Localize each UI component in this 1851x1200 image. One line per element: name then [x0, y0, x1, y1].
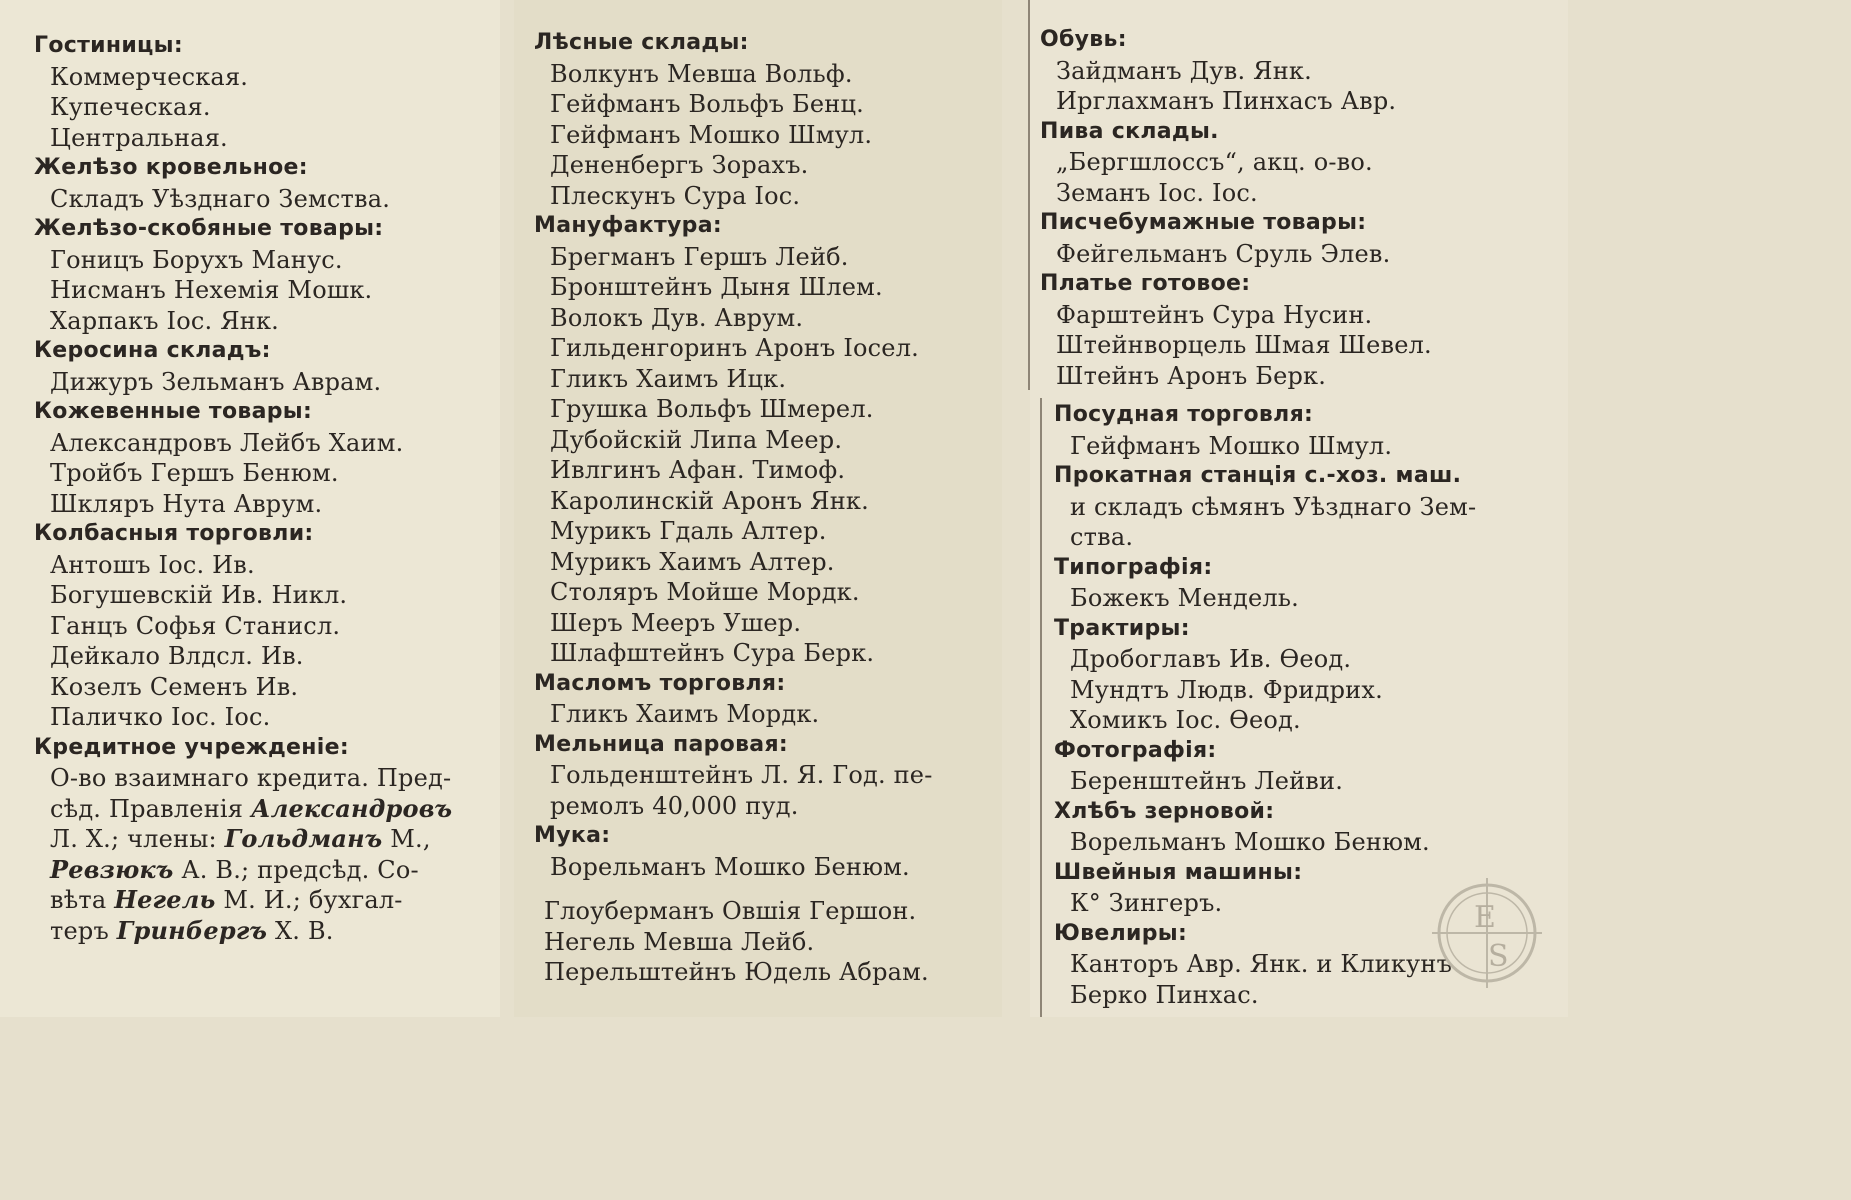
- directory-entry: Бронштейнъ Дыня Шлем.: [550, 273, 883, 301]
- directory-entry: Ганцъ Софья Станисл.: [50, 611, 341, 640]
- category-heading: Кожевенные товары:: [34, 399, 313, 424]
- directory-entry: Волкунъ Мевша Вольф.: [550, 59, 853, 88]
- watermark-stamp-graphic: [1432, 878, 1542, 988]
- directory-entry: Антошъ Іос. Ив.: [50, 550, 255, 579]
- directory-entry: Шеръ Мееръ Ушер.: [550, 608, 802, 637]
- directory-entry: Александровъ Лейбъ Хаим.: [50, 428, 404, 457]
- directory-entry: Фейгельманъ Сруль Элев.: [1056, 239, 1391, 268]
- category-heading: Кредитное учрежденіе:: [34, 734, 349, 760]
- directory-entry: Дробоглавъ Ив. Ѳеод.: [1070, 645, 1352, 673]
- credit-text: А. В.; предсѣд. Со-: [173, 855, 419, 884]
- directory-entry: Складъ Уѣзднаго Земства.: [50, 184, 391, 213]
- directory-entry: Гейфманъ Мошко Шмул.: [1070, 431, 1393, 460]
- directory-entry: Гейфманъ Вольфъ Бенц.: [550, 90, 864, 118]
- column-2: [534, 28, 1004, 988]
- directory-entry: Каролинскій Аронъ Янк.: [550, 486, 869, 515]
- directory-entry: Божекъ Мендель.: [1070, 584, 1299, 612]
- directory-entry: Зайдманъ Дув. Янк.: [1056, 56, 1312, 85]
- category-heading: Швейныя машины:: [1054, 859, 1303, 885]
- credit-name: Гольдманъ: [224, 824, 383, 853]
- category-heading: Ювелиры:: [1054, 920, 1188, 946]
- credit-name: Александровъ: [250, 793, 453, 823]
- category-heading: Керосина складъ:: [34, 338, 271, 363]
- directory-entry: Ивлгинъ Афан. Тимоф.: [550, 456, 846, 484]
- credit-line: [34, 824, 504, 855]
- directory-entry: Фарштейнъ Сура Нусин.: [1056, 300, 1373, 329]
- directory-entry: Мурикъ Хаимъ Алтер.: [550, 547, 835, 576]
- directory-entry: Ворельманъ Мошко Бенюм.: [1070, 828, 1430, 856]
- directory-entry: Грушка Вольфъ Шмерел.: [550, 395, 874, 423]
- directory-entry: Коммерческая.: [50, 62, 249, 91]
- category-heading: Пива склады.: [1040, 118, 1219, 144]
- directory-entry: Хомикъ Іос. Ѳеод.: [1070, 706, 1301, 734]
- category-heading: Трактиры:: [1054, 615, 1190, 641]
- directory-entry: Ворельманъ Мошко Бенюм.: [550, 852, 910, 881]
- category-heading: Гостиницы:: [34, 33, 183, 58]
- directory-entry: Гейфманъ Мошко Шмул.: [550, 120, 873, 149]
- category-heading: Мануфактура:: [534, 213, 722, 238]
- column-1-list: [34, 31, 504, 763]
- credit-name: Негель: [114, 885, 216, 914]
- directory-entry: Гликъ Хаимъ Мордк.: [550, 700, 820, 728]
- category-heading: Прокатная станція с.-хоз. маш.: [1054, 463, 1462, 488]
- directory-entry: Центральная.: [50, 123, 228, 152]
- credit-line: [34, 916, 504, 947]
- directory-entry: Ирглахманъ Пинхасъ Авр.: [1056, 87, 1397, 115]
- directory-entry: Канторъ Авр. Янк. и Кликунъ: [1070, 950, 1453, 978]
- directory-entry: Гоницъ Борухъ Манус.: [50, 245, 343, 274]
- directory-entry: Дубойскій Липа Меер.: [550, 425, 843, 454]
- column-3-upper: [1040, 25, 1560, 391]
- directory-entry: Дейкало Влдсл. Ив.: [50, 642, 304, 670]
- credit-name: Гринбергъ: [116, 915, 268, 945]
- directory-entry: Гликъ Хаимъ Ицк.: [550, 364, 787, 393]
- watermark-stamp: [1432, 878, 1542, 988]
- directory-entry: Купеческая.: [50, 93, 211, 121]
- directory-entry: Дижуръ Зельманъ Аврам.: [50, 367, 382, 396]
- category-heading: Платье готовое:: [1040, 271, 1251, 296]
- category-heading: Фотографія:: [1054, 737, 1217, 763]
- directory-entry: К° Зингеръ.: [1070, 889, 1223, 917]
- directory-entry: Гильденгоринъ Аронъ Іосел.: [550, 334, 919, 362]
- directory-entry: Харпакъ Іос. Янк.: [50, 306, 279, 335]
- column-2-gap: [534, 882, 1004, 896]
- credit-entry: [34, 763, 504, 946]
- category-heading: Мука:: [534, 823, 611, 848]
- directory-entry: Волокъ Дув. Аврум.: [550, 303, 804, 332]
- directory-entry: Земанъ Іос. Іос.: [1056, 178, 1258, 207]
- category-heading: Посудная торговля:: [1054, 402, 1314, 427]
- credit-text: теръ: [50, 916, 117, 945]
- category-heading: Хлѣбъ зерновой:: [1054, 798, 1275, 824]
- directory-entry: Мундтъ Людв. Фридрих.: [1070, 675, 1383, 704]
- directory-entry: ства.: [1070, 523, 1134, 551]
- directory-entry: Шкляръ Нута Аврум.: [50, 489, 323, 518]
- column-2-list-continued: [528, 896, 1004, 988]
- category-heading: Желѣзо-скобяные товары:: [34, 216, 384, 241]
- credit-line: [34, 794, 504, 825]
- stamp-letter-bottom: S: [1488, 939, 1509, 974]
- credit-line: [34, 855, 504, 886]
- credit-name: Ревзюкъ: [50, 854, 174, 884]
- directory-entry: Гольденштейнъ Л. Я. Год. пе-: [550, 761, 933, 789]
- stamp-letter-top: E: [1474, 900, 1496, 935]
- directory-entry: Тройбъ Гершъ Бенюм.: [50, 459, 339, 487]
- column-2-list: [534, 28, 1004, 882]
- category-heading: Масломъ торговля:: [534, 670, 786, 696]
- directory-entry: „Бергшлоссъ“, акц. о-во.: [1056, 148, 1373, 176]
- column-divider-lower: [1040, 398, 1042, 1017]
- directory-entry: Перельштейнъ Юдель Абрам.: [544, 958, 929, 986]
- directory-entry: Дененбергъ Зорахъ.: [550, 151, 809, 179]
- column-divider-upper: [1028, 0, 1030, 390]
- category-heading: Писчебумажные товары:: [1040, 210, 1367, 235]
- directory-entry: Берко Пинхас.: [1070, 980, 1259, 1009]
- directory-entry: Богушевскій Ив. Никл.: [50, 581, 348, 609]
- credit-text: Х. В.: [267, 916, 334, 945]
- directory-entry: Паличко Іос. Іос.: [50, 703, 271, 731]
- directory-entry: Штейнворцель Шмая Шевел.: [1056, 331, 1432, 359]
- directory-entry: Глоуберманъ Овшія Гершон.: [544, 897, 917, 925]
- directory-entry: Беренштейнъ Лейви.: [1070, 767, 1344, 795]
- directory-entry: Штейнъ Аронъ Берк.: [1056, 361, 1327, 390]
- category-heading: Типографія:: [1054, 554, 1213, 580]
- credit-text: М.,: [382, 825, 431, 853]
- credit-line: [34, 763, 504, 794]
- credit-text: М. И.; бухгал-: [215, 886, 403, 914]
- category-heading: Лѣсные склады:: [534, 30, 749, 55]
- credit-text: вѣта: [50, 886, 115, 914]
- column-3-list: [1040, 25, 1560, 391]
- directory-entry: Мурикъ Гдаль Алтер.: [550, 517, 827, 545]
- credit-line: [34, 885, 504, 916]
- directory-entry: Нисманъ Нехемія Мошк.: [50, 276, 373, 304]
- directory-entry: Негель Мевша Лейб.: [544, 927, 815, 956]
- directory-entry: Козелъ Семенъ Ив.: [50, 672, 299, 701]
- directory-entry: Столяръ Мойше Мордк.: [550, 578, 860, 606]
- credit-text: сѣд. Правленія: [50, 794, 251, 823]
- credit-text: О-во взаимнаго кредита. Пред-: [50, 764, 452, 792]
- directory-entry: Шлафштейнъ Сура Берк.: [550, 639, 875, 667]
- category-heading: Колбасныя торговли:: [34, 521, 314, 546]
- directory-entry: и складъ сѣмянъ Уѣзднаго Зем-: [1070, 492, 1477, 521]
- category-heading: Мельница паровая:: [534, 731, 788, 757]
- directory-entry: Брегманъ Гершъ Лейб.: [550, 242, 849, 271]
- category-heading: Желѣзо кровельное:: [34, 155, 308, 180]
- directory-entry: Плескунъ Сура Іос.: [550, 181, 801, 210]
- credit-text: Л. Х.; члены:: [50, 825, 225, 853]
- column-1: [34, 31, 504, 946]
- directory-entry: ремолъ 40,000 пуд.: [550, 791, 799, 820]
- category-heading: Обувь:: [1040, 27, 1127, 52]
